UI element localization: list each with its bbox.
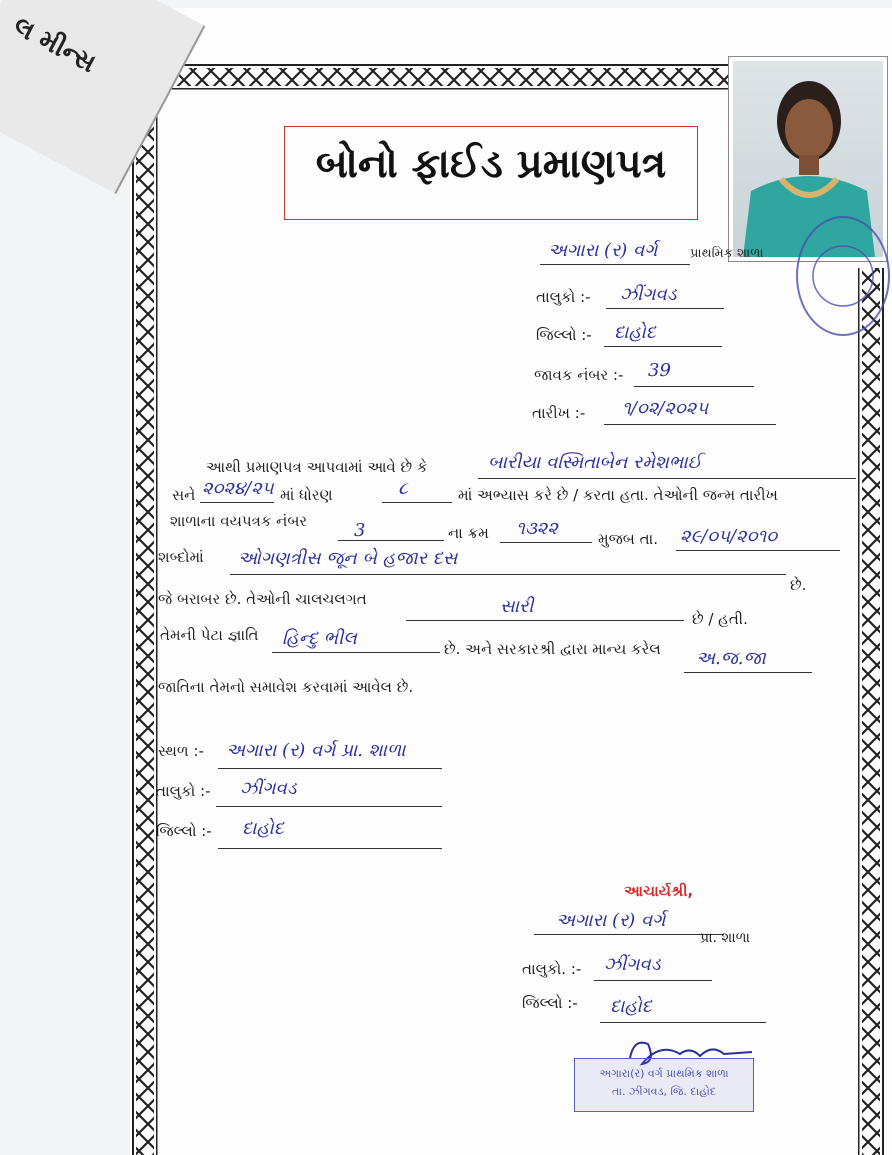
scrap-text: લ મીન્સ [8,11,101,80]
district-value: દાહોદ [614,322,656,343]
place-taluka-label: તાલુકો :- [156,782,211,800]
principal-district-value: દાહોદ [610,996,652,1017]
body-line2-prefix: સને [172,486,196,504]
principal-title: આચાર્યશ્રી, [624,882,694,900]
place-value: અગારા (ર) વર્ગ પ્રા. શાળા [226,740,406,761]
school-name-suffix: પ્રાથમિક શાળા [690,246,764,261]
sub-caste-value: હિન્દુ ભીલ [282,628,357,649]
register-number: 3 [354,520,366,541]
standard-value: ૮ [398,478,408,499]
school-name-handwritten: અગારા (ર) વર્ગ [548,240,658,261]
page-title: બોનો ફાઈડ પ્રમાણપત્ર [315,141,667,187]
body-line4-suffix: છે. [790,576,807,594]
outward-number-label: જાવક નંબર :- [534,366,624,384]
body-line4-prefix: શબ્દોમાં [158,548,204,566]
body-line3-prefix: શાળાના વયપત્રક નંબર [170,512,308,530]
body-line3-suffix: મુજબ તા. [598,530,658,548]
taluka-value: ઝીંગવડ [620,284,677,305]
academic-year: ૨૦૨૪/૨૫ [202,478,274,499]
body-line3-mid: ના ક્રમ [448,524,489,542]
title-box [284,126,698,220]
caste-category: અ.જ.જા [696,648,766,669]
date-of-birth: ૨૯/૦૫/૨૦૧૦ [680,526,778,547]
dob-in-words: ઓગણત્રીસ જૂન બે હજાર દસ [238,548,458,569]
body-line2-suffix: માં અભ્યાસ કરે છે / કરતા હતા. તેઓની જન્મ તારીખ [458,486,778,504]
date-value: ૧/૦૨/૨૦૨૫ [622,398,709,419]
body-line7: જાતિના તેમનો સમાવેશ કરવામાં આવેલ છે. [158,678,414,696]
place-district-label: જિલ્લો :- [156,822,212,840]
body-line6-prefix: તેમની પેટા જ્ઞાતિ [160,626,259,644]
body-line6-mid: છે. અને સરકારશ્રી દ્વારા માન્ય કરેલ [444,640,661,658]
stamp-line2: તા. ઝીંગવડ, જિ. દાહોદ [612,1085,716,1098]
school-rectangular-stamp [574,1058,754,1112]
place-district-value: દાહોદ [242,818,284,839]
serial-number: ૧૩૨૨ [516,518,558,539]
conduct-value: સારી [500,596,534,617]
stamp-line1: અગારા(ર) વર્ગ પ્રાથમિક શાળા [599,1067,729,1080]
place-taluka-value: ઝીંગવડ [240,778,297,799]
school-round-stamp [796,216,890,336]
body-line2-mid: માં ધોરણ [280,486,333,504]
district-label: જિલ્લો :- [536,326,592,344]
outward-number-value: 39 [648,360,671,381]
body-line5-prefix: જે બરાબર છે. તેઓની ચાલચલગત [158,590,367,608]
place-label: સ્થળ :- [158,742,204,760]
principal-school-suffix: પ્રા. શાળા [700,930,750,946]
principal-taluka-label: તાલુકો. :- [522,960,582,978]
date-label: તારીખ :- [532,404,586,422]
principal-school-handwritten: અગારા (ર) વર્ગ [556,910,666,931]
taluka-label: તાલુકો :- [536,288,591,306]
student-name: બારીયા વસ્મિતાબેન રમેશભાઈ [488,452,702,473]
body-line5-suffix: છે / હતી. [692,610,748,628]
principal-district-label: જિલ્લો :- [522,994,578,1012]
principal-taluka-value: ઝીંગવડ [604,954,661,975]
body-line1-text: આથી પ્રમાણપત્ર આપવામાં આવે છે કે [206,458,428,476]
